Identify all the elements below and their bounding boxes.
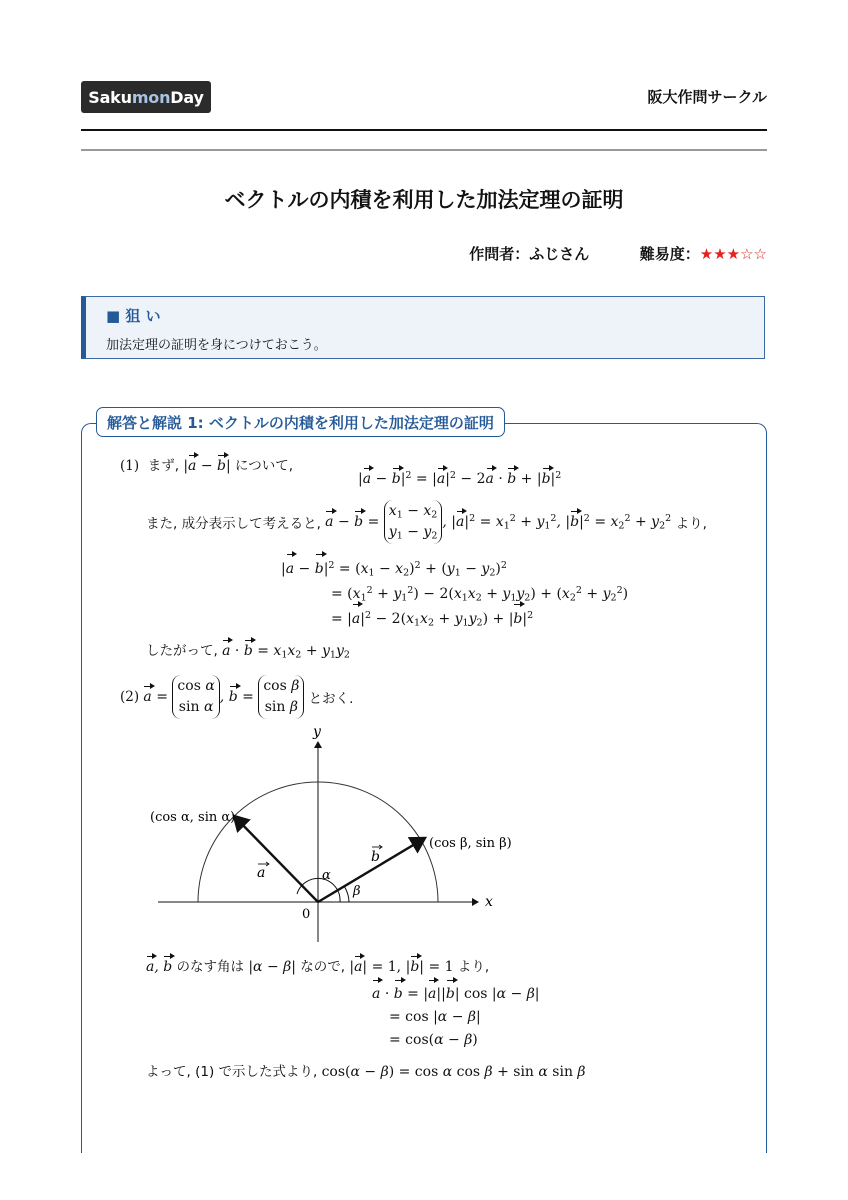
origin-label: 0 [302,907,311,922]
logo-text-3: Day [170,87,204,107]
vector-b-arrow [318,838,425,902]
column-vector-b: cos β sin β [258,675,304,719]
difficulty-label: 難易度： [639,245,700,263]
angle-intro: のなす角は [176,959,245,975]
angle-mid: なので, [300,959,346,975]
author-label: 作問者： [469,245,530,263]
component-intro: また, 成分表示して考えると, [146,516,321,532]
axis-x-label: x [485,894,493,910]
therefore-text: したがって, [146,643,218,659]
yori-text: より, [675,516,707,532]
aim-text: 加法定理の証明を身につけておこう。 [106,338,327,353]
vector-a-label: a [257,865,266,881]
formula-expansion: $|a - b|^2 = |a|^2 - 2a \cdot b + |b|^2$ [358,469,562,487]
therefore-line: したがって, $a \cdot b = x_1x_2 + y_1y_2$ [146,643,350,661]
part2-line: (2) a = cos α sin α , b = cos β sin β とおく. [120,675,353,719]
aim-heading: ■ 狙 い [106,307,161,325]
column-vector-a: cos α sin α [172,675,219,719]
component-line: また, 成分表示して考えると, a − b = $x_1 - x_2$ $y_1 - y_2$ , $|a|^2 = x_1^2 + y_1^2$, $|b|^2 = x_2^2 + y_2^2$ より, [146,500,707,544]
difficulty-stars-empty: ☆☆ [740,245,767,263]
angle-beta-arc [344,886,349,902]
angle-beta-label: β [353,884,361,899]
axis-y-label: y [313,724,321,740]
point-b-label: (cos β, sin β) [429,836,512,851]
point-a-label: (cos α, sin α) [150,810,236,825]
angle-line: a, b のなす角は |α − β| なので, |a| = 1, |b| = 1 より, [146,959,490,975]
answer-tab: 解答と解説 1: ベクトルの内積を利用した加法定理の証明 [96,407,505,437]
column-vector-diff: $x_1 - x_2$ $y_1 - y_2$ [384,500,443,544]
part1-about: について, [235,458,294,474]
part1-label: (1) [120,458,140,474]
yori2-text: より, [457,959,490,975]
angle-alpha-arc [297,878,340,902]
formula-abs-diff: |a − b| [183,458,231,474]
formula-derivation: $|a - b|^2 = (x_1 - x_2)^2 + (y_1 - y_2)^2$ = $(x_1^2 + y_1^2) - 2(x_1x_2 + y_1y_2) + (x_2^2 + y_2^2)$ = $|a|^2 - 2(x_1x_2 + y_1y_2) + |b|^2$ [281,557,628,632]
author-name: ふじさん [529,245,590,263]
conclusion-intro: よって, (1) で示した式より, [146,1064,318,1080]
part1-intro: まず, [147,458,180,474]
vector-a-arrow [234,816,318,902]
part2-oku: とおく. [308,691,354,707]
formula-inner-product-cos: a · b = |a||b| cos |α − β| = cos |α − β| = cos(α − β) [372,983,540,1052]
logo-text-2: mon [131,87,171,107]
difficulty-stars-filled: ★★★ [699,245,741,263]
angle-alpha-label: α [322,868,331,883]
part2-label: (2) [120,689,140,705]
page-title: ベクトルの内積を利用した加法定理の証明 [224,188,624,212]
logo-text-1: Saku [88,87,132,107]
organization-name: 阪大作問サークル [647,88,767,106]
vector-b-label: b [371,849,380,865]
conclusion-line: よって, (1) で示した式より, cos(α − β) = cos α cos β + sin α sin β [146,1064,586,1080]
